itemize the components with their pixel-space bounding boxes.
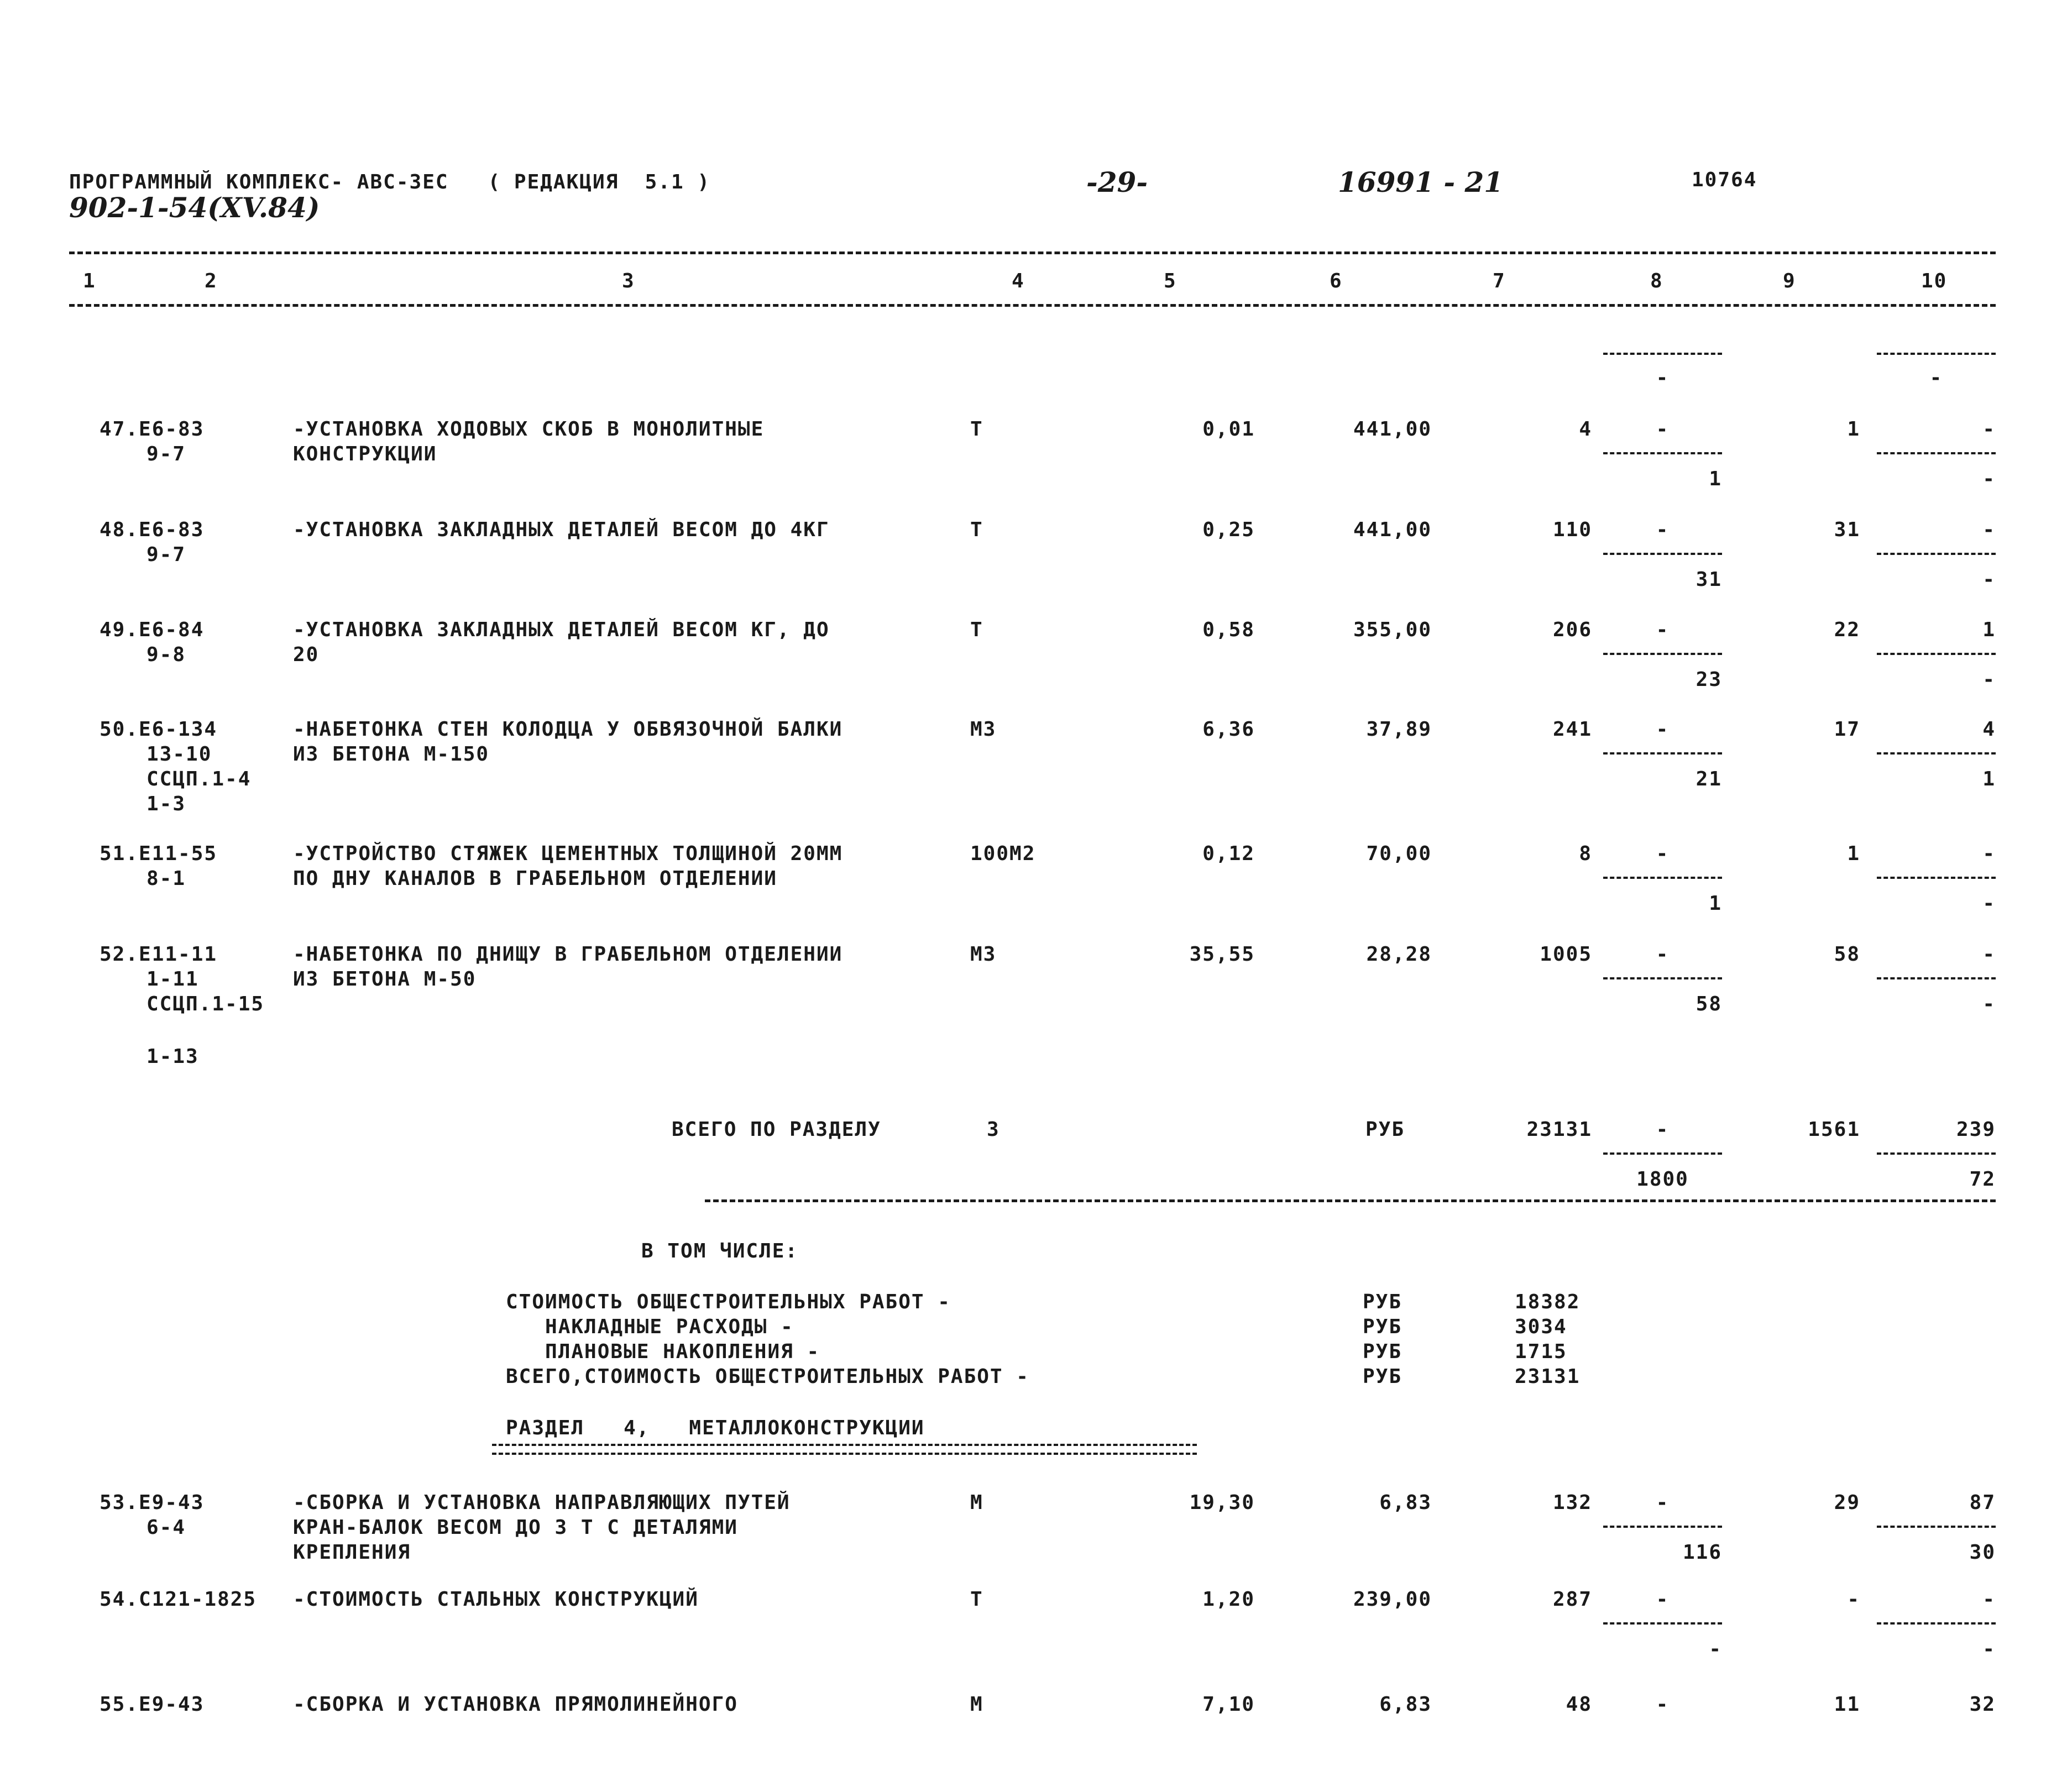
row-reference: ССЦП.1-15 <box>146 993 265 1015</box>
row-c10-bottom: - <box>1982 468 1996 490</box>
col-header-4: 4 <box>1012 270 1025 292</box>
row-total: 241 <box>1552 718 1592 741</box>
row-fraction-line-8 <box>1603 877 1722 879</box>
row-description: -НАБЕТОНКА СТЕН КОЛОДЦА У ОБВЯЗОЧНОЙ БАЛКИ <box>293 718 843 741</box>
row-fraction-line-10 <box>1877 452 1996 454</box>
row-total: 206 <box>1552 619 1592 641</box>
row-total: 110 <box>1552 518 1592 541</box>
row-total: 8 <box>1579 842 1592 865</box>
row-description: -УСТРОЙСТВО СТЯЖЕК ЦЕМЕНТНЫХ ТОЛЩИНОЙ 20ММ <box>293 842 843 865</box>
including-line-value: 18382 <box>1515 1291 1581 1313</box>
row-quantity: 7,10 <box>1202 1693 1255 1716</box>
row-c10-bottom: - <box>1982 1638 1996 1660</box>
row-reference: 1-11 <box>146 968 199 991</box>
row-price: 239,00 <box>1353 1588 1432 1611</box>
row-c8-top: - <box>1656 1693 1670 1716</box>
row-c10-top: 4 <box>1982 718 1996 741</box>
including-line-label: СТОИМОСТЬ ОБЩЕСТРОИТЕЛЬНЫХ РАБОТ - <box>506 1291 951 1313</box>
row-quantity: 35,55 <box>1189 943 1255 966</box>
col-header-5: 5 <box>1164 270 1177 292</box>
row-c8-top: - <box>1656 718 1670 741</box>
including-line-label: ПЛАНОВЫЕ НАКОПЛЕНИЯ - <box>506 1340 820 1363</box>
row-c10-top: 1 <box>1982 619 1996 641</box>
row-unit: Т <box>970 518 983 541</box>
row-fraction-line-8 <box>1603 752 1722 754</box>
row-description: КРЕПЛЕНИЯ <box>293 1541 411 1564</box>
row-c10-top: - <box>1982 518 1996 541</box>
row-fraction-line-10 <box>1877 877 1996 879</box>
row-description: -УСТАНОВКА ЗАКЛАДНЫХ ДЕТАЛЕЙ ВЕСОМ ДО 4КГ <box>293 518 830 541</box>
section-total-c8-top: - <box>1656 1118 1670 1141</box>
row-quantity: 19,30 <box>1189 1491 1255 1514</box>
row-number: 48.Е6-83 <box>100 518 205 541</box>
section-heading-underline <box>492 1444 1197 1455</box>
including-line-unit: РУБ <box>1363 1316 1403 1338</box>
row-reference: 9-7 <box>146 543 186 566</box>
row-c8-bottom: 21 <box>1696 768 1722 790</box>
row-c8-bottom: 23 <box>1696 668 1722 691</box>
row-total: 48 <box>1566 1693 1592 1716</box>
project-code: 902-1-54(XV.84) <box>69 191 320 224</box>
header-bottom-rule <box>69 304 1996 307</box>
section-total-c10-bottom: 72 <box>1969 1168 1996 1191</box>
carry-fraction-line-10 <box>1877 353 1996 355</box>
row-description: КРАН-БАЛОК ВЕСОМ ДО 3 Т С ДЕТАЛЯМИ <box>293 1516 738 1539</box>
row-fraction-line-8 <box>1603 977 1722 979</box>
row-quantity: 6,36 <box>1202 718 1255 741</box>
row-fraction-line-10 <box>1877 653 1996 655</box>
row-unit: М <box>970 1693 983 1716</box>
row-number: 51.Е11-55 <box>100 842 218 865</box>
row-price: 441,00 <box>1353 518 1432 541</box>
row-c8-top: - <box>1656 842 1670 865</box>
row-description: ПО ДНУ КАНАЛОВ В ГРАБЕЛЬНОМ ОТДЕЛЕНИИ <box>293 867 777 890</box>
program-title: ПРОГРАММНЫЙ КОМПЛЕКС- АВС-3ЕС ( РЕДАКЦИЯ 5.1 ) <box>69 171 711 193</box>
row-c10-top: 87 <box>1969 1491 1996 1514</box>
row-unit: Т <box>970 418 983 441</box>
row-description: ИЗ БЕТОНА М-50 <box>293 968 477 991</box>
row-c10-bottom: - <box>1982 993 1996 1015</box>
document-code: 10764 <box>1692 169 1757 191</box>
row-c9: 1 <box>1847 418 1860 441</box>
including-line-unit: РУБ <box>1363 1340 1403 1363</box>
header-top-rule <box>69 251 1996 254</box>
row-quantity: 0,25 <box>1202 518 1255 541</box>
row-price: 6,83 <box>1379 1693 1432 1716</box>
row-c8-bottom: 1 <box>1709 892 1722 915</box>
row-reference: 1-3 <box>146 793 186 815</box>
carry-c8-bottom: - <box>1656 366 1670 389</box>
row-c8-top: - <box>1656 418 1670 441</box>
row-unit: Т <box>970 1588 983 1611</box>
col-header-3: 3 <box>622 270 635 292</box>
row-unit: Т <box>970 619 983 641</box>
row-description: -СБОРКА И УСТАНОВКА ПРЯМОЛИНЕЙНОГО <box>293 1693 738 1716</box>
row-c10-top: 32 <box>1969 1693 1996 1716</box>
row-total: 132 <box>1552 1491 1592 1514</box>
row-c10-top: - <box>1982 842 1996 865</box>
row-price: 441,00 <box>1353 418 1432 441</box>
row-number: 47.Е6-83 <box>100 418 205 441</box>
including-line-value: 23131 <box>1515 1365 1581 1388</box>
row-quantity: 0,01 <box>1202 418 1255 441</box>
section-total-c9: 1561 <box>1808 1118 1860 1141</box>
row-total: 4 <box>1579 418 1592 441</box>
row-c9: 11 <box>1834 1693 1860 1716</box>
row-number: 54.С121-1825 <box>100 1588 257 1611</box>
row-price: 6,83 <box>1379 1491 1432 1514</box>
col-header-7: 7 <box>1493 270 1506 292</box>
row-reference: 13-10 <box>146 743 212 766</box>
row-c9: 29 <box>1834 1491 1860 1514</box>
row-c10-top: - <box>1982 943 1996 966</box>
row-c8-top: - <box>1656 1588 1670 1611</box>
row-reference: 1-13 <box>146 1045 199 1068</box>
row-c8-top: - <box>1656 943 1670 966</box>
row-c8-bottom: 1 <box>1709 468 1722 490</box>
row-unit: М3 <box>970 718 997 741</box>
row-quantity: 1,20 <box>1202 1588 1255 1611</box>
including-line-label: НАКЛАДНЫЕ РАСХОДЫ - <box>506 1316 794 1338</box>
row-description: -СТОИМОСТЬ СТАЛЬНЫХ КОНСТРУКЦИЙ <box>293 1588 699 1611</box>
page-number: -29- <box>1086 166 1148 198</box>
section-total-sum: 23131 <box>1526 1118 1592 1141</box>
section-total-rule <box>705 1199 1996 1202</box>
section-total-number: 3 <box>987 1118 1000 1141</box>
row-fraction-line-8 <box>1603 653 1722 655</box>
row-c10-bottom: 1 <box>1982 768 1996 790</box>
row-fraction-line-8 <box>1603 553 1722 555</box>
row-number: 55.Е9-43 <box>100 1693 205 1716</box>
including-line-value: 3034 <box>1515 1316 1567 1338</box>
row-c8-bottom: 116 <box>1682 1541 1722 1564</box>
row-reference: 8-1 <box>146 867 186 890</box>
row-price: 37,89 <box>1366 718 1432 741</box>
row-c9: 58 <box>1834 943 1860 966</box>
row-total: 1005 <box>1540 943 1592 966</box>
row-description: -НАБЕТОНКА ПО ДНИЩУ В ГРАБЕЛЬНОМ ОТДЕЛЕНИИ <box>293 943 843 966</box>
row-number: 49.Е6-84 <box>100 619 205 641</box>
row-price: 355,00 <box>1353 619 1432 641</box>
row-description: -УСТАНОВКА ЗАКЛАДНЫХ ДЕТАЛЕЙ ВЕСОМ КГ, ДО <box>293 619 830 641</box>
row-c8-bottom: - <box>1709 1638 1722 1660</box>
row-c8-top: - <box>1656 619 1670 641</box>
row-c8-bottom: 58 <box>1696 993 1722 1015</box>
section-heading: РАЗДЕЛ 4, МЕТАЛЛОКОНСТРУКЦИИ <box>506 1417 925 1439</box>
section-total-c10-top: 239 <box>1956 1118 1996 1141</box>
including-line-label: ВСЕГО,СТОИМОСТЬ ОБЩЕСТРОИТЕЛЬНЫХ РАБОТ - <box>506 1365 1029 1388</box>
including-line-value: 1715 <box>1515 1340 1567 1363</box>
row-c10-bottom: - <box>1982 568 1996 591</box>
row-fraction-line-10 <box>1877 553 1996 555</box>
section-total-c8-bottom: 1800 <box>1636 1168 1689 1191</box>
row-number: 50.Е6-134 <box>100 718 218 741</box>
including-line-unit: РУБ <box>1363 1291 1403 1313</box>
carry-fraction-line-8 <box>1603 353 1722 355</box>
row-c9: 22 <box>1834 619 1860 641</box>
section-total-fraction-line-10 <box>1877 1152 1996 1155</box>
row-c8-top: - <box>1656 518 1670 541</box>
col-header-8: 8 <box>1650 270 1663 292</box>
row-c9: 1 <box>1847 842 1860 865</box>
row-quantity: 0,58 <box>1202 619 1255 641</box>
row-description: -УСТАНОВКА ХОДОВЫХ СКОБ В МОНОЛИТНЫЕ <box>293 418 765 441</box>
row-description: -СБОРКА И УСТАНОВКА НАПРАВЛЯЮЩИХ ПУТЕЙ <box>293 1491 791 1514</box>
col-header-6: 6 <box>1330 270 1343 292</box>
including-label: В ТОМ ЧИСЛЕ: <box>641 1240 799 1262</box>
col-header-9: 9 <box>1783 270 1796 292</box>
row-number: 52.Е11-11 <box>100 943 218 966</box>
row-c9: 31 <box>1834 518 1860 541</box>
row-unit: 100М2 <box>970 842 1036 865</box>
row-fraction-line-10 <box>1877 1622 1996 1625</box>
col-header-1: 1 <box>83 270 96 292</box>
row-description: КОНСТРУКЦИИ <box>293 443 437 465</box>
row-c10-bottom: - <box>1982 668 1996 691</box>
including-line-unit: РУБ <box>1363 1365 1403 1388</box>
section-total-unit: РУБ <box>1365 1118 1405 1141</box>
row-fraction-line-8 <box>1603 452 1722 454</box>
row-c8-top: - <box>1656 1491 1670 1514</box>
row-fraction-line-10 <box>1877 752 1996 754</box>
col-header-10: 10 <box>1921 270 1948 292</box>
row-reference: 9-7 <box>146 443 186 465</box>
row-price: 28,28 <box>1366 943 1432 966</box>
row-c10-bottom: 30 <box>1969 1541 1996 1564</box>
row-fraction-line-8 <box>1603 1526 1722 1528</box>
row-description: 20 <box>293 643 320 666</box>
row-unit: М <box>970 1491 983 1514</box>
row-c9: 17 <box>1834 718 1860 741</box>
row-c10-top: - <box>1982 418 1996 441</box>
row-c8-bottom: 31 <box>1696 568 1722 591</box>
section-total-label: ВСЕГО ПО РАЗДЕЛУ <box>672 1118 881 1141</box>
row-fraction-line-8 <box>1603 1622 1722 1625</box>
row-reference: 9-8 <box>146 643 186 666</box>
row-description: ИЗ БЕТОНА М-150 <box>293 743 490 766</box>
row-fraction-line-10 <box>1877 977 1996 979</box>
row-unit: М3 <box>970 943 997 966</box>
row-c10-bottom: - <box>1982 892 1996 915</box>
row-total: 287 <box>1552 1588 1592 1611</box>
row-reference: ССЦП.1-4 <box>146 768 252 790</box>
row-reference: 6-4 <box>146 1516 186 1539</box>
col-header-2: 2 <box>205 270 218 292</box>
row-fraction-line-10 <box>1877 1526 1996 1528</box>
section-total-fraction-line-8 <box>1603 1152 1722 1155</box>
row-c10-top: - <box>1982 1588 1996 1611</box>
row-number: 53.Е9-43 <box>100 1491 205 1514</box>
document-number: 16991 - 21 <box>1338 166 1504 198</box>
row-c9: - <box>1847 1588 1860 1611</box>
row-price: 70,00 <box>1366 842 1432 865</box>
row-quantity: 0,12 <box>1202 842 1255 865</box>
carry-c10-bottom: - <box>1929 366 1943 389</box>
